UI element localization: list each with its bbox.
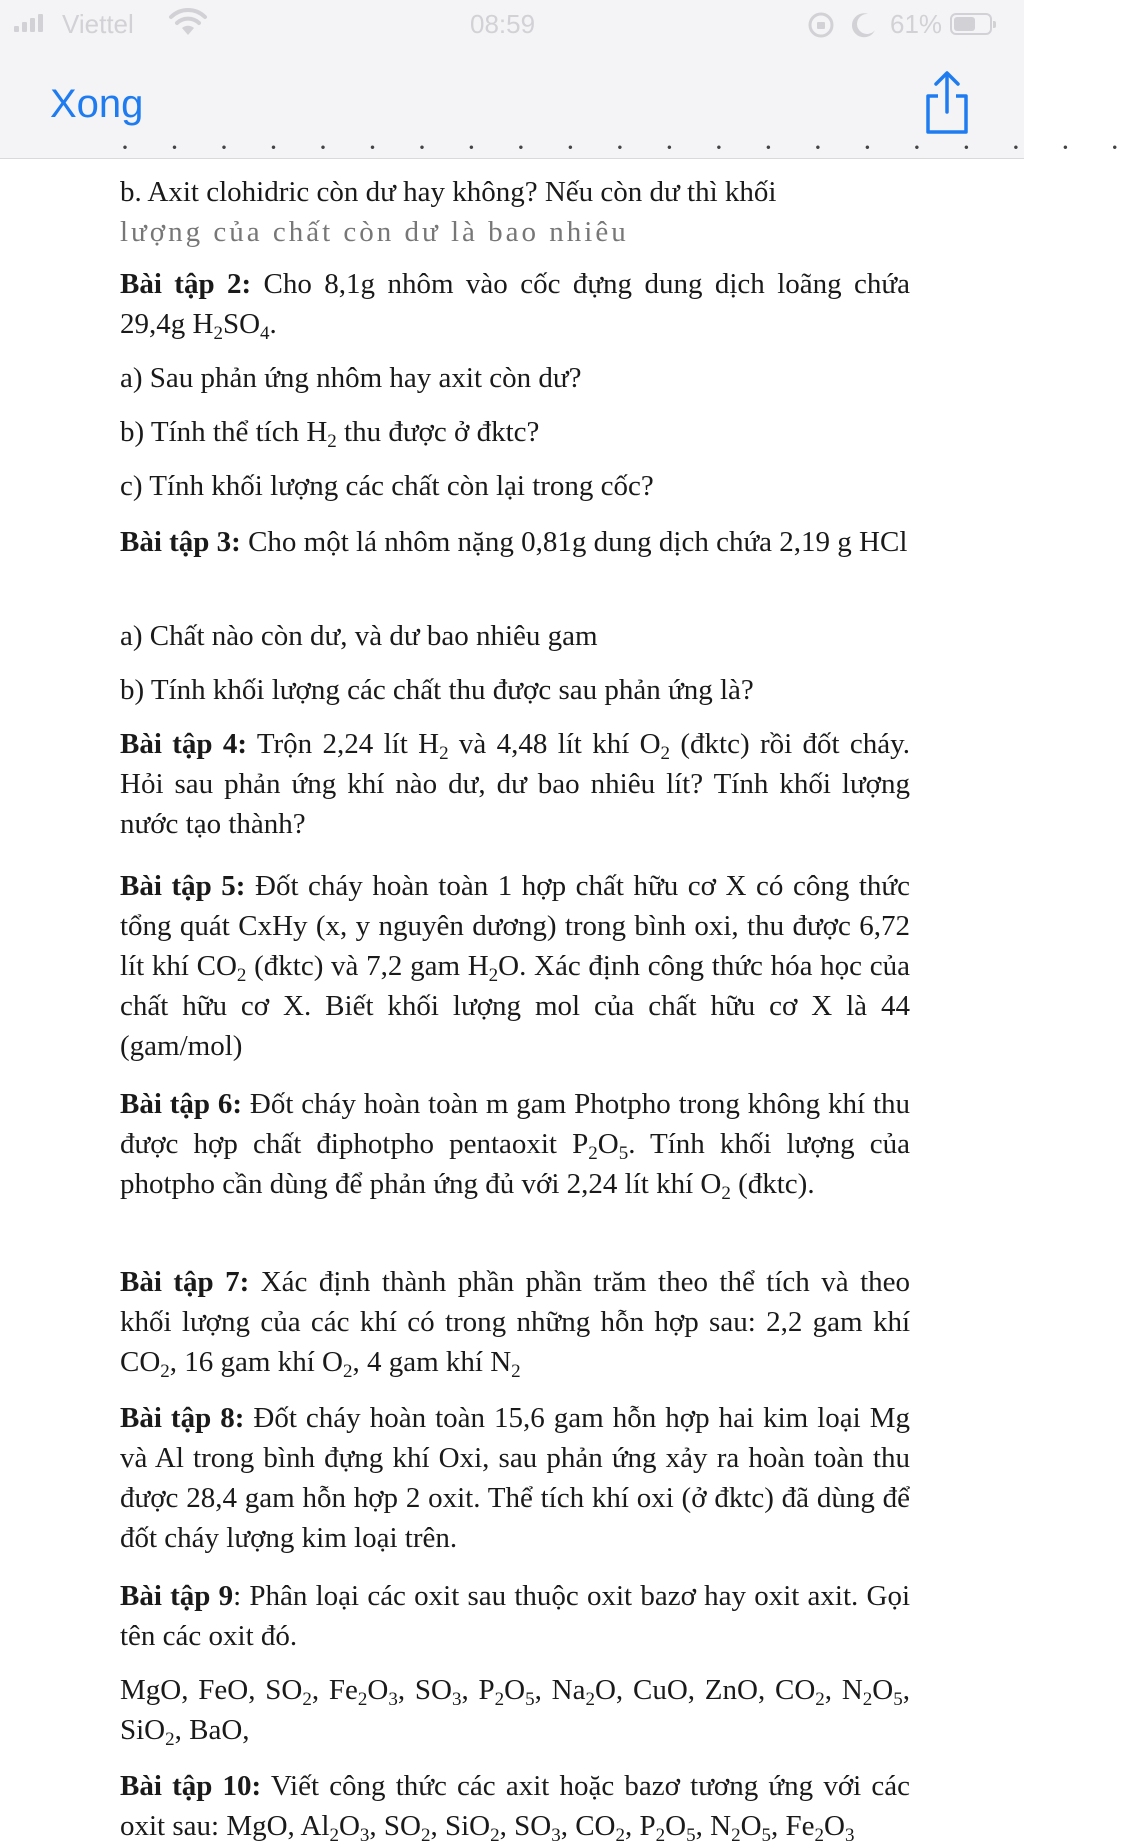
oxide-subscript: 2: [655, 1825, 666, 1846]
oxide-subscript: 5: [525, 1689, 535, 1710]
oxide-subscript: 3: [551, 1825, 561, 1846]
exercise-8: Bài tập 8: Đốt cháy hoàn toàn 15,6 gam hỗn hợp hai kim loại Mg và Al trong bình đựng khí Oxi, sau phản ứng xảy ra hoàn toàn thu được 28,4 gam hỗn hợp 2 oxit. Thể tích khí oxi (ở đktc) đã dùng để đốt cháy lượng kim loại trên.: [120, 1402, 911, 1554]
oxide-subscript: 2: [585, 1689, 595, 1710]
oxide-subscript: 2: [302, 1689, 312, 1710]
share-button[interactable]: [920, 70, 974, 136]
done-button[interactable]: Xong: [50, 82, 144, 126]
oxide-text: , Fe: [311, 1674, 358, 1706]
exercise-3-part-a: a) Chất nào còn dư, và dư bao nhiêu gam: [120, 620, 598, 652]
oxide-subscript: 2: [862, 1689, 873, 1710]
oxide-subscript: 5: [686, 1825, 696, 1846]
carrier-name: Viettel: [62, 9, 134, 39]
exercise-2-part-a: a) Sau phản ứng nhôm hay axit còn dư?: [120, 362, 582, 394]
oxide-text: O: [367, 1674, 389, 1706]
wifi-icon: [168, 8, 208, 38]
exercise-9: Bài tập 9: Phân loại các oxit sau thuộc oxit bazơ hay oxit axit. Gọi tên các oxit đó.: [120, 1580, 910, 1652]
question-b-line-blurred: lượng của chất còn dư là bao nhiêu: [120, 216, 629, 248]
oxide-subscript: 3: [359, 1825, 370, 1846]
oxide-subscript: 2: [329, 1825, 339, 1846]
oxide-subscript: 2: [615, 1825, 626, 1846]
oxide-text: O: [740, 1810, 762, 1842]
battery-percentage: 61%: [890, 9, 943, 39]
question-b-line: b. Axit clohidric còn dư hay không? Nếu còn dư thì khối: [120, 176, 777, 208]
oxide-text: , SO: [369, 1810, 421, 1842]
oxide-subscript: 2: [165, 1729, 175, 1750]
oxide-text: , CO: [560, 1810, 616, 1842]
battery-icon: [950, 13, 992, 35]
exercise-3: Bài tập 3: Cho một lá nhôm nặng 0,81g dung dịch chứa 2,19 g HCl: [120, 526, 908, 558]
oxide-text: O, CuO, ZnO, CO: [594, 1674, 816, 1706]
oxide-subscript: 2: [494, 1689, 505, 1710]
oxide-subscript: 5: [761, 1825, 772, 1846]
oxide-subscript: 2: [490, 1825, 500, 1846]
oxide-text: O: [824, 1810, 845, 1842]
document-viewer[interactable]: [120, 131, 1136, 1846]
cut-off-text-line: · · · · · · · · · · · · · · · · · · · · ·: [120, 131, 1136, 164]
exercise-5: Bài tập 5: Đốt cháy hoàn toàn 1 hợp chất hữu cơ X có công thức tổng quát CxHy (x, y nguyên dương) trong bình oxi, thu được 6,72 lít khí $CO_2$ (đktc) và 7,2 gam $H_2O$. Xác định công thức hóa học của chất hữu cơ X. Biết khối lượng mol của chất hữu cơ X là 44 (gam/mol): [120, 870, 911, 1062]
exercise-10: Bài tập 10: Viết công thức các axit hoặc bazơ tương ứng với các oxit sau: MgO, $Al_2O_3$, $SO_2$, SiO$_2$, $SO_3$, $CO_2$, $P_2O_5$, $N_2O_5$, $Fe_2O_3$: [120, 1770, 910, 1846]
oxide-text: , P: [625, 1810, 656, 1842]
exercise-2-part-b: b) Tính thể tích $H_2$ thu được ở đktc?: [120, 416, 540, 452]
orientation-lock-icon: [806, 10, 836, 40]
oxide-subscript: 2: [421, 1825, 431, 1846]
oxide-text: O: [338, 1810, 360, 1842]
oxide-text: , SiO: [430, 1810, 491, 1842]
status-time: 08:59: [470, 9, 536, 39]
oxide-text: O: [872, 1674, 894, 1706]
signal-icon: [14, 14, 43, 32]
oxide-text: , BaO,: [174, 1714, 250, 1746]
oxide-subscript: 2: [814, 1825, 825, 1846]
oxide-subscript: 2: [731, 1825, 741, 1846]
oxide-text: , SO: [397, 1674, 452, 1706]
exercise-2-part-c: c) Tính khối lượng các chất còn lại trong cốc?: [120, 470, 654, 502]
exercise-7: Bài tập 7: Xác định thành phần phần trăm theo thể tích và theo khối lượng của các khí có trong những hỗn hợp sau: 2,2 gam khí $CO_2$, 16 gam khí $O_2$, 4 gam khí $N_2$: [120, 1266, 911, 1382]
oxide-subscript: 2: [815, 1689, 825, 1710]
oxide-subscript: 5: [893, 1689, 903, 1710]
oxide-text: O: [665, 1810, 687, 1842]
exercise-2: Bài tập 2: Cho 8,1g nhôm vào cốc đựng dung dịch loãng chứa 29,4g $H_2SO_4$.: [120, 268, 910, 344]
exercise-4: Bài tập 4: Trộn 2,24 lít $H_2$ và 4,48 lít khí $O_2$ (đktc) rồi đốt cháy. Hỏi sau phản ứng khí nào dư, dư bao nhiêu lít? Tính khối lượng nước tạo thành?: [120, 728, 911, 840]
moon-icon: [848, 10, 878, 40]
exercise-6: Bài tập 6: Đốt cháy hoàn toàn m gam Photpho trong không khí thu được hợp chất điphotpho pentaoxit $P_2O_5$. Tính khối lượng của photpho cần dùng để phản ứng đủ với 2,24 lít khí $O_2$ (đktc).: [120, 1088, 911, 1204]
exercise-3-part-b: b) Tính khối lượng các chất thu được sau phản ứng là?: [120, 674, 754, 706]
oxide-text: , N: [824, 1674, 863, 1706]
status-bar: [0, 0, 1024, 50]
oxide-text: , P: [461, 1674, 495, 1706]
oxide-text: , SO: [499, 1810, 552, 1842]
oxide-text: O: [504, 1674, 526, 1706]
oxide-text: , SiO: [120, 1674, 910, 1746]
oxide-subscript: 3: [388, 1689, 398, 1710]
oxide-subscript: 3: [844, 1825, 855, 1846]
exercise-9-oxide-list: [120, 1670, 910, 1750]
oxide-subscript: 3: [451, 1689, 462, 1710]
oxide-text: , Fe: [771, 1810, 815, 1842]
share-icon: [920, 70, 974, 136]
oxide-subscript: 2: [357, 1689, 368, 1710]
oxide-text: , Na: [534, 1674, 586, 1706]
oxide-text: MgO, FeO, SO: [120, 1674, 303, 1706]
oxide-text: , N: [695, 1810, 732, 1842]
